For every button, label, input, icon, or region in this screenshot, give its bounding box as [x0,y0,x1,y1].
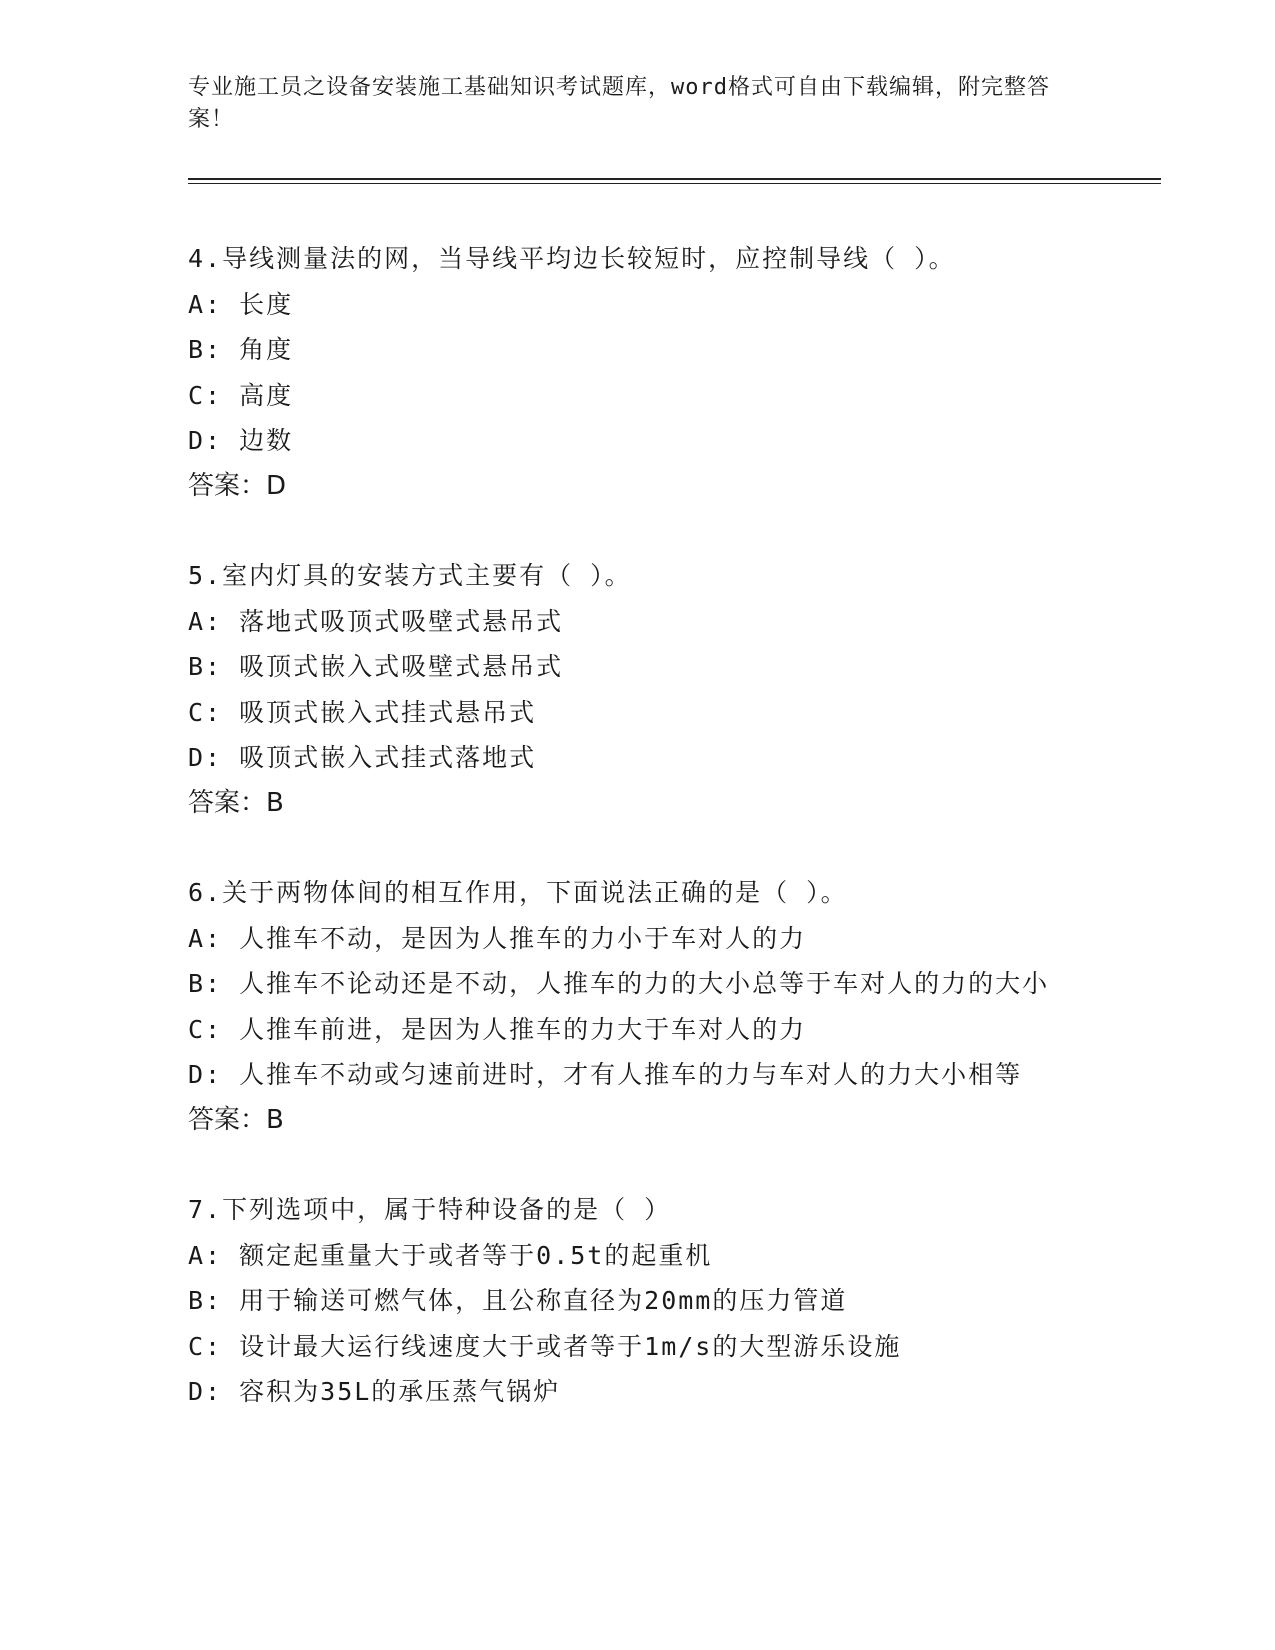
header-rule-thin [188,183,1161,184]
question-list [188,236,1088,1459]
option-d: D: 容积为35L的承压蒸气锅炉 [188,1377,561,1406]
question-stem: 7.下列选项中，属于特种设备的是（ ） [188,1195,672,1224]
option-a: A: 长度 [188,289,294,319]
option-c: C: 吸顶式嵌入式挂式悬吊式 [188,697,537,727]
question-5 [188,553,1088,826]
question-stem: 5.室内灯具的安装方式主要有（ ）。 [188,561,632,590]
option-a: A: 人推车不动，是因为人推车的力小于车对人的力 [188,923,807,953]
question-stem: 4.导线测量法的网，当导线平均边长较短时，应控制导线（ ）。 [188,244,956,273]
option-d: D: 边数 [188,426,294,455]
option-c: C: 人推车前进，是因为人推车的力大于车对人的力 [188,1014,807,1044]
header-rule-thick [188,178,1161,180]
answer: 答案：B [188,1104,284,1135]
question-stem: 6.关于两物体间的相互作用，下面说法正确的是（ ）。 [188,878,848,907]
answer: 答案：B [188,787,284,818]
document-header: 专业施工员之设备安装施工基础知识考试题库，word格式可自由下载编辑，附完整答案！ [188,75,1050,132]
option-a: A: 额定起重量大于或者等于0.5t的起重机 [188,1240,713,1270]
option-c: C: 设计最大运行线速度大于或者等于1m/s的大型游乐设施 [188,1331,902,1361]
option-b: B: 用于输送可燃气体，且公称直径为20mm的压力管道 [188,1286,848,1315]
question-7 [188,1187,1088,1415]
option-b: B: 吸顶式嵌入式吸壁式悬吊式 [188,652,564,681]
option-d: D: 吸顶式嵌入式挂式落地式 [188,743,537,772]
question-4 [188,236,1088,509]
question-6 [188,870,1088,1143]
option-c: C: 高度 [188,380,294,410]
option-d: D: 人推车不动或匀速前进时，才有人推车的力与车对人的力大小相等 [188,1060,1023,1089]
option-b: B: 人推车不论动还是不动，人推车的力的大小总等于车对人的力的大小 [188,969,1050,998]
option-b: B: 角度 [188,335,294,364]
answer: 答案：D [188,470,287,501]
option-a: A: 落地式吸顶式吸壁式悬吊式 [188,606,564,636]
